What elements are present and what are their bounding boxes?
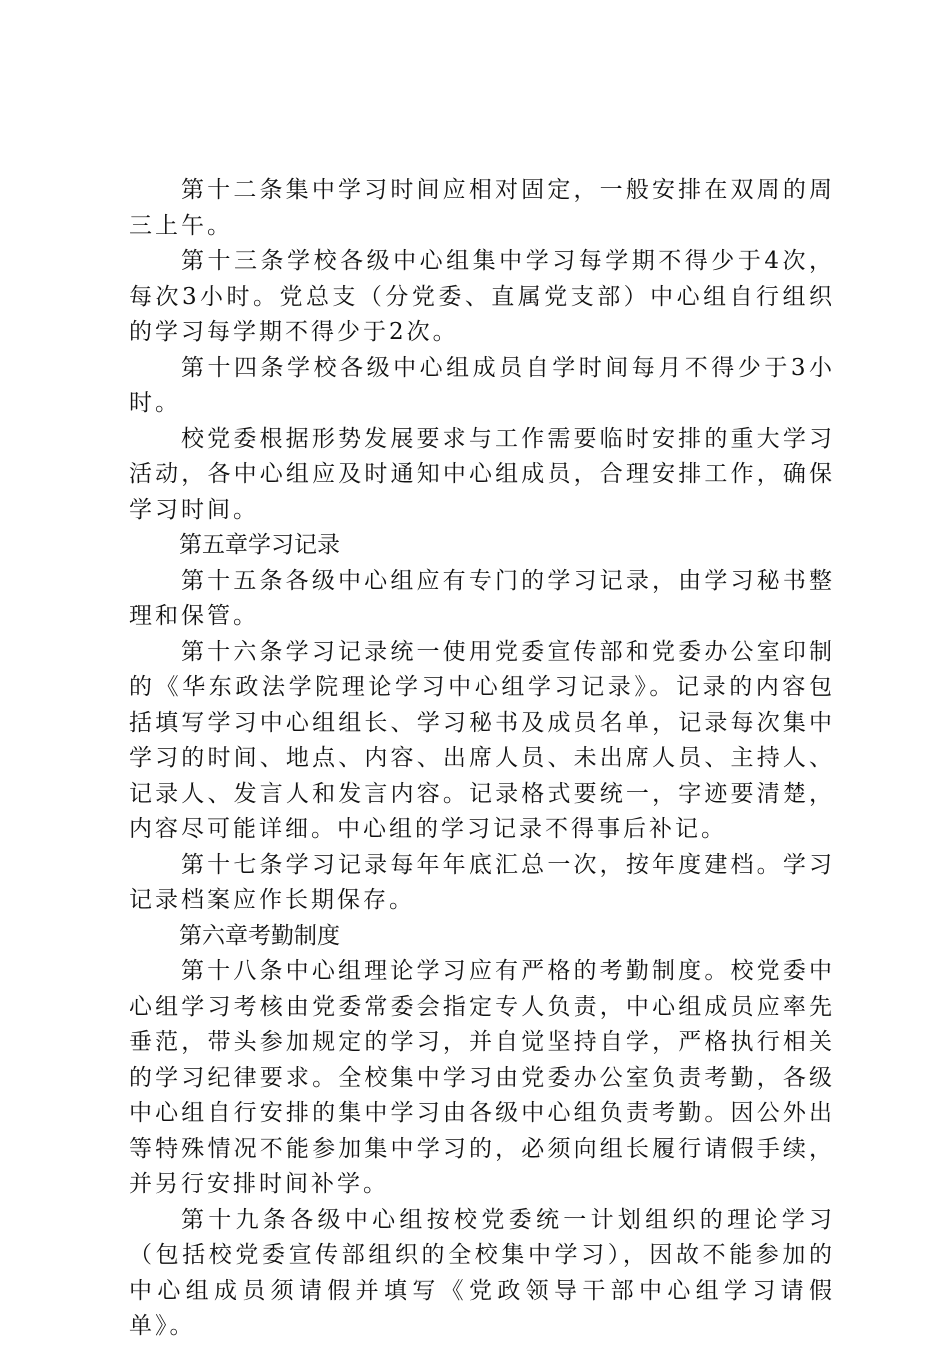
article-16: 第十六条学习记录统一使用党委宣传部和党委办公室印制的《华东政法学院理论学习中心组学习记录》。记录的内容包括填写学习中心组组长、学习秘书及成员名单，记录每次集中学习的时间、地点、内容、出席人员、未出席人员、主持人、记录人、发言人和发言内容。记录格式要统一，字迹要清楚，内容尽可能详细。中心组的学习记录不得事后补记。 (129, 638, 835, 842)
article-19: 第十九条各级中心组按校党委统一计划组织的理论学习（包括校党委宣传部组织的全校集中学习），因故不能参加的中心组成员须请假并填写《党政领导干部中心组学习请假单》。 (129, 1206, 835, 1339)
article-15: 第十五条各级中心组应有专门的学习记录，由学习秘书整理和保管。 (129, 567, 835, 629)
article-14: 第十四条学校各级中心组成员自学时间每月不得少于3小时。 (129, 354, 835, 416)
article-12: 第十二条集中学习时间应相对固定，一般安排在双周的周三上午。 (129, 177, 835, 239)
article-17: 第十七条学习记录每年年底汇总一次，按年度建档。学习记录档案应作长期保存。 (129, 851, 835, 913)
chapter-6-heading: 第六章考勤制度 (179, 922, 340, 949)
article-14-supplement: 校党委根据形势发展要求与工作需要临时安排的重大学习活动，各中心组应及时通知中心组成员，合理安排工作，确保学习时间。 (129, 425, 835, 523)
chapter-5-heading: 第五章学习记录 (179, 532, 340, 558)
document-body (129, 173, 835, 1345)
article-18: 第十八条中心组理论学习应有严格的考勤制度。校党委中心组学习考核由党委常委会指定专人负责，中心组成员应率先垂范，带头参加规定的学习，并自觉坚持自学，严格执行相关的学习纪律要求。全校集中学习由党委办公室负责考勤，各级中心组自行安排的集中学习由各级中心组负责考勤。因公外出等特殊情况不能参加集中学习的，必须向组长履行请假手续，并另行安排时间补学。 (129, 958, 835, 1197)
article-13: 第十三条学校各级中心组集中学习每学期不得少于4次，每次3小时。党总支（分党委、直属党支部）中心组自行组织的学习每学期不得少于2次。 (129, 248, 835, 345)
